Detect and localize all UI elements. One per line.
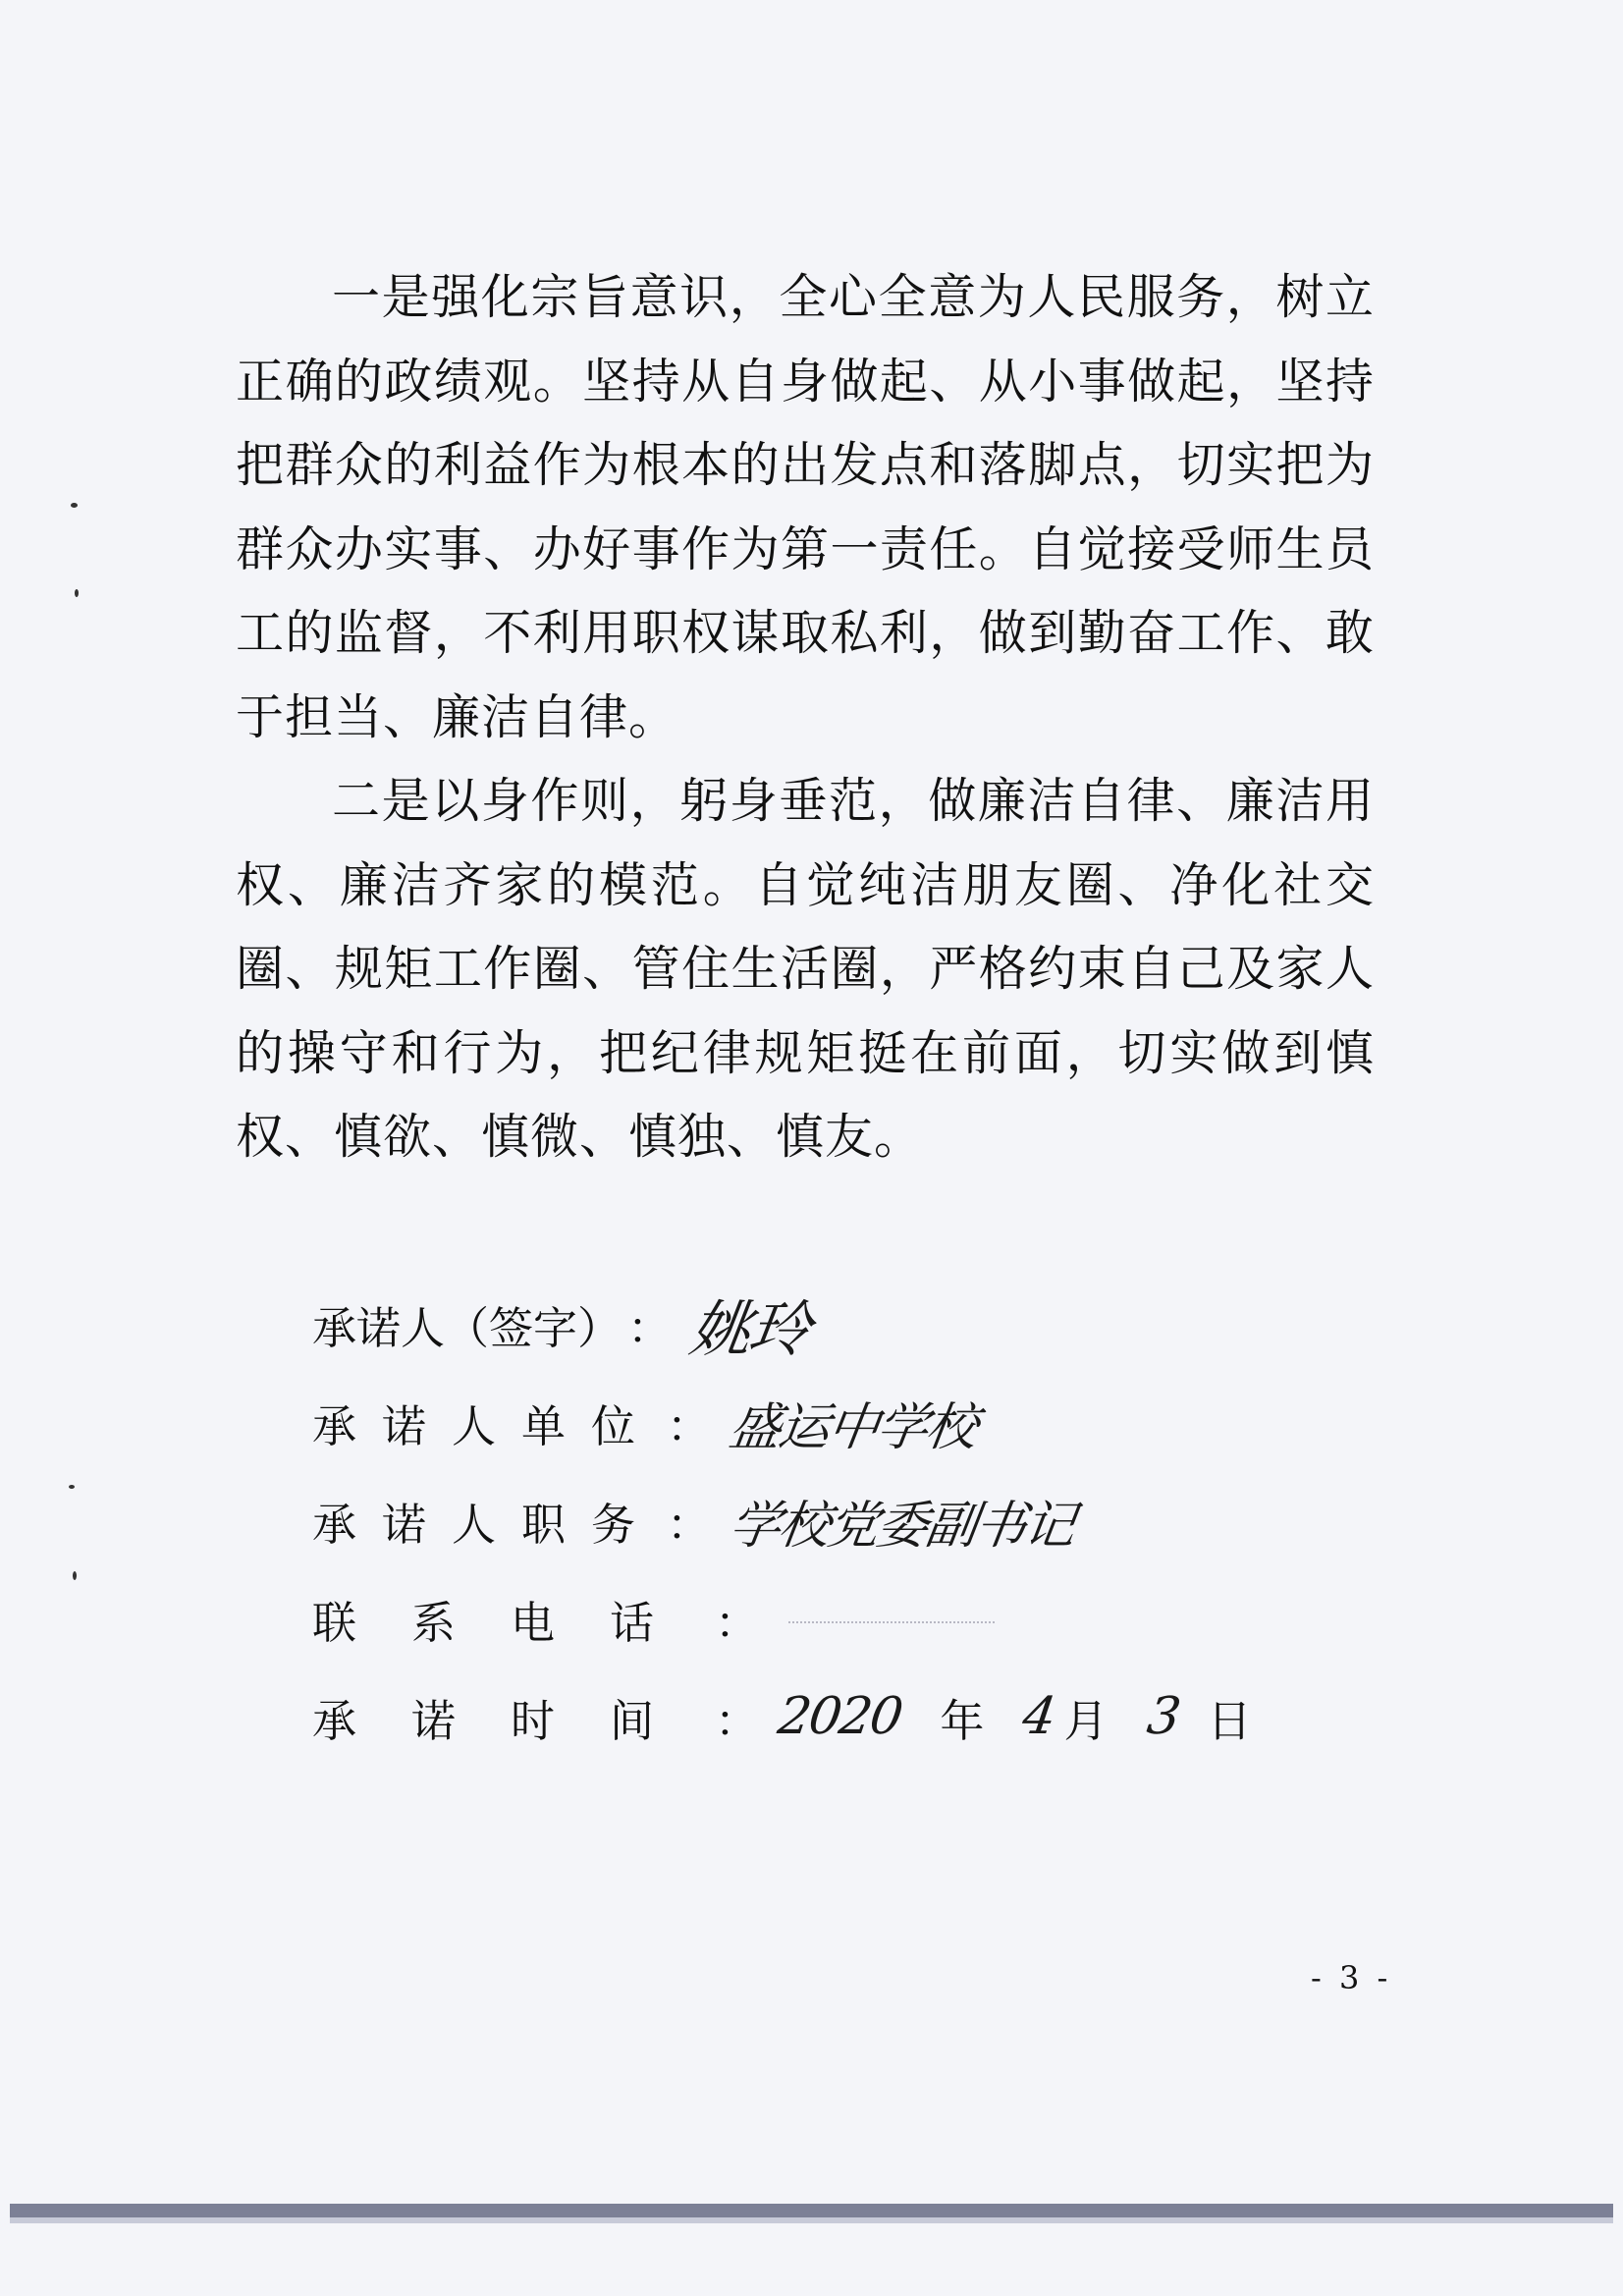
signer-label: 承诺人（签字） — [312, 1301, 622, 1354]
day-unit: 日 — [1207, 1694, 1252, 1747]
unit-label: 承诺人单位 — [312, 1399, 662, 1452]
signer-row — [312, 1285, 814, 1365]
phone-redacted — [788, 1613, 995, 1623]
position-label: 承诺人职务 — [312, 1498, 662, 1551]
unit-row — [312, 1383, 980, 1461]
page-number: - 3 - — [1311, 1959, 1392, 1996]
phone-colon: ： — [715, 1596, 760, 1649]
time-label: 承诺时间 — [312, 1694, 710, 1747]
scan-speck — [69, 1485, 75, 1489]
commitment-body — [236, 255, 1375, 1179]
scan-bottom-edge — [10, 2204, 1613, 2217]
phone-row — [312, 1579, 995, 1658]
time-colon: ： — [715, 1694, 760, 1747]
scan-speck — [71, 503, 78, 508]
position-row — [312, 1481, 1078, 1559]
unit-colon: ： — [667, 1399, 712, 1452]
position-colon: ： — [667, 1498, 712, 1551]
day-value: 3 — [1143, 1687, 1182, 1746]
paragraph-two: 二是以身作则，躬身垂范，做廉洁自律、廉洁用权、廉洁齐家的模范。自觉纯洁朋友圈、净化社交圈、规矩工作圈、管住生活圈，严格约束自己及家人的操守和行为，把纪律规矩挺在前面，切实做到慎权、慎欲、慎微、慎独、慎友。 — [236, 773, 1375, 1165]
position-value: 学校党委副书记 — [726, 1496, 1078, 1556]
month-value: 4 — [1019, 1687, 1058, 1746]
scan-bottom-shadow — [10, 2217, 1613, 2223]
month-unit: 月 — [1063, 1694, 1109, 1747]
time-row — [312, 1677, 1291, 1756]
paragraph-one: 一是强化宗旨意识，全心全意为人民服务，树立正确的政绩观。坚持从自身做起、从小事做起，坚持把群众的利益作为根本的出发点和落脚点，切实把为群众办实事、办好事作为第一责任。自觉接受师生员工的监督，不利用职权谋取私利，做到勤奋工作、敢于担当、廉洁自律。 — [236, 269, 1375, 745]
year-value: 2020 — [774, 1687, 905, 1746]
signer-signature: 姚玲 — [685, 1292, 814, 1365]
phone-label: 联系电话 — [312, 1596, 710, 1649]
unit-value: 盛运中学校 — [726, 1397, 980, 1457]
scan-speck — [73, 1571, 77, 1580]
signer-colon: ： — [627, 1301, 673, 1354]
scan-speck — [75, 589, 79, 597]
year-unit: 年 — [940, 1694, 985, 1747]
